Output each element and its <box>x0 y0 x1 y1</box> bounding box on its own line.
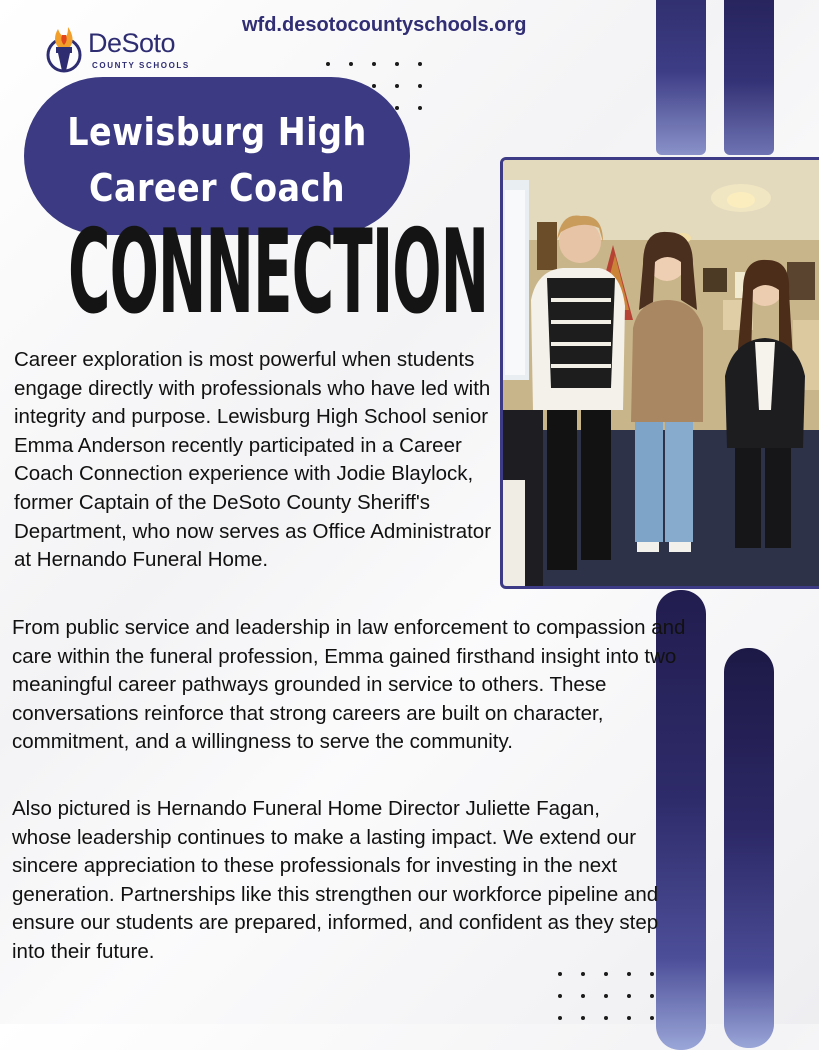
body-paragraph-1: Career exploration is most powerful when students engage directly with professionals who have led with integrity and purpose. Lewisburg High School senior Emma Anderson recently participated in a Career Coach Connection experience with Jodie Blaylock, former Captain of the DeSoto County Sheriff's Department, who now serves as Office Administrator at Hernando Funeral Home. <box>14 348 492 572</box>
title-line-1: Lewisburg High <box>67 110 367 154</box>
decorative-bar <box>656 0 706 155</box>
torch-icon <box>46 25 86 75</box>
photo-illustration <box>503 160 819 586</box>
logo-subtitle: COUNTY SCHOOLS <box>92 61 190 70</box>
title-line-2: Career Coach <box>88 166 346 210</box>
body-paragraph-2: From public service and leadership in law enforcement to compassion and care within the funeral profession, Emma gained firsthand insight into two meaningful career pathways grounded in service to others. These conversations reinforce that strong careers are built on character, commitment, and a willingness to serve the community. <box>12 616 686 754</box>
decorative-bar <box>724 0 774 155</box>
website-link[interactable]: wfd.desotocountyschools.org <box>242 14 527 36</box>
group-photo <box>500 157 819 589</box>
logo-name: DeSoto <box>88 28 176 58</box>
decorative-bar <box>724 648 774 1048</box>
body-paragraph-3: Also pictured is Hernando Funeral Home Director Juliette Fagan, whose leadership continues to make a lasting impact. We extend our sincere appreciation to these professionals for investing in the next generation. Partnerships like this strengthen our workforce pipeline and ensure our students are prepared, informed, and confident as they step into their future. <box>12 797 659 963</box>
page-title <box>47 104 387 216</box>
title-connection: CONNECTION <box>68 205 489 340</box>
district-logo[interactable] <box>46 25 206 77</box>
decorative-dots <box>558 972 654 1020</box>
